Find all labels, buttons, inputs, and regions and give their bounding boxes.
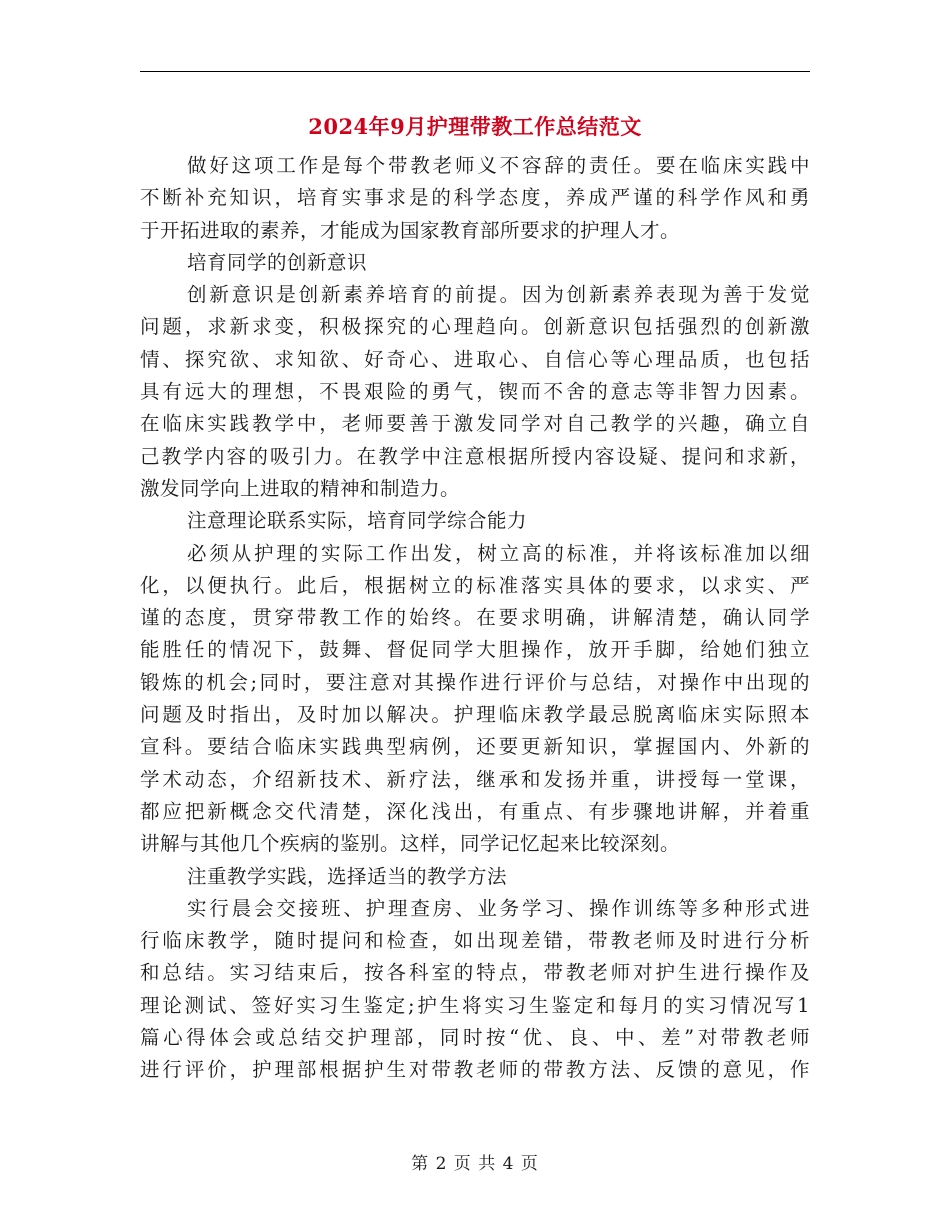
paragraph-line: 行临床教学，随时提问和检查，如出现差错，带教老师及时进行分析 <box>140 929 810 953</box>
document-title: 2024年9月护理带教工作总结范文 <box>308 114 642 139</box>
paragraph-line: 谨的态度，贯穿带教工作的始终。在要求明确，讲解清楚，确认同学 <box>140 606 810 630</box>
paragraph-line: 和总结。实习结束后，按各科室的特点，带教老师对护生进行操作及 <box>140 961 810 985</box>
document-body <box>140 150 810 1087</box>
paragraph-line: 化，以便执行。此后，根据树立的标准落实具体的要求，以求实、严 <box>140 573 810 597</box>
paragraph-line: 情、探究欲、求知欲、好奇心、进取心、自信心等心理品质，也包括 <box>140 347 810 371</box>
paragraph-line: 创新意识是创新素养培育的前提。因为创新素养表现为善于发觉 <box>187 283 810 307</box>
paragraph-line: 讲解与其他几个疾病的鉴别。这样，同学记忆起来比较深刻。 <box>140 832 681 856</box>
paragraph-line: 做好这项工作是每个带教老师义不容辞的责任。要在临床实践中 <box>187 154 810 177</box>
page-number-footer: 第 2 页 共 4 页 <box>411 1154 539 1174</box>
paragraph-line: 理论测试、签好实习生鉴定;护生将实习生鉴定和每月的实习情况写1 <box>140 993 810 1017</box>
header-rule <box>140 71 810 72</box>
paragraph-line: 都应把新概念交代清楚，深化浅出，有重点、有步骤地讲解，并着重 <box>140 799 810 823</box>
paragraph-line: 宣科。要结合临床实践典型病例，还要更新知识，掌握国内、外新的 <box>140 735 810 759</box>
paragraph-line: 激发同学向上进取的精神和制造力。 <box>140 476 461 500</box>
paragraph-line: 篇心得体会或总结交护理部，同时按“优、良、中、差”对带教老师 <box>140 1026 810 1050</box>
section-heading: 培育同学的创新意识 <box>187 250 368 274</box>
section-heading: 注重教学实践，选择适当的教学方法 <box>187 864 508 888</box>
paragraph-line: 具有远大的理想，不畏艰险的勇气，锲而不舍的意志等非智力因素。 <box>140 380 810 404</box>
paragraph-line: 学术动态，介绍新技术、新疗法，继承和发扬并重，讲授每一堂课， <box>140 767 810 791</box>
paragraph-line: 能胜任的情况下，鼓舞、督促同学大胆操作，放开手脚，给她们独立 <box>140 638 810 662</box>
paragraph-line: 问题，求新求变，积极探究的心理趋向。创新意识包括强烈的创新激 <box>140 315 810 339</box>
paragraph-line: 必须从护理的实际工作出发，树立高的标准，并将该标准加以细 <box>187 541 810 565</box>
section-heading: 注意理论联系实际，培育同学综合能力 <box>187 509 528 533</box>
paragraph-line: 于开拓进取的素养，才能成为国家教育部所要求的护理人才。 <box>140 218 681 242</box>
paragraph-line: 实行晨会交接班、护理查房、业务学习、操作训练等多种形式进 <box>187 896 810 920</box>
paragraph-line: 在临床实践教学中，老师要善于激发同学对自己教学的兴趣，确立自 <box>140 412 810 436</box>
paragraph-line: 己教学内容的吸引力。在教学中注意根据所授内容设疑、提问和求新， <box>140 444 810 468</box>
paragraph-line: 锻炼的机会;同时，要注意对其操作进行评价与总结，对操作中出现的 <box>140 670 810 694</box>
paragraph-line: 进行评价，护理部根据护生对带教老师的带教方法、反馈的意见，作 <box>140 1058 810 1082</box>
paragraph-line: 不断补充知识，培育实事求是的科学态度，养成严谨的科学作风和勇 <box>140 186 810 210</box>
paragraph-line: 问题及时指出，及时加以解决。护理临床教学最忌脱离临床实际照本 <box>140 703 810 727</box>
